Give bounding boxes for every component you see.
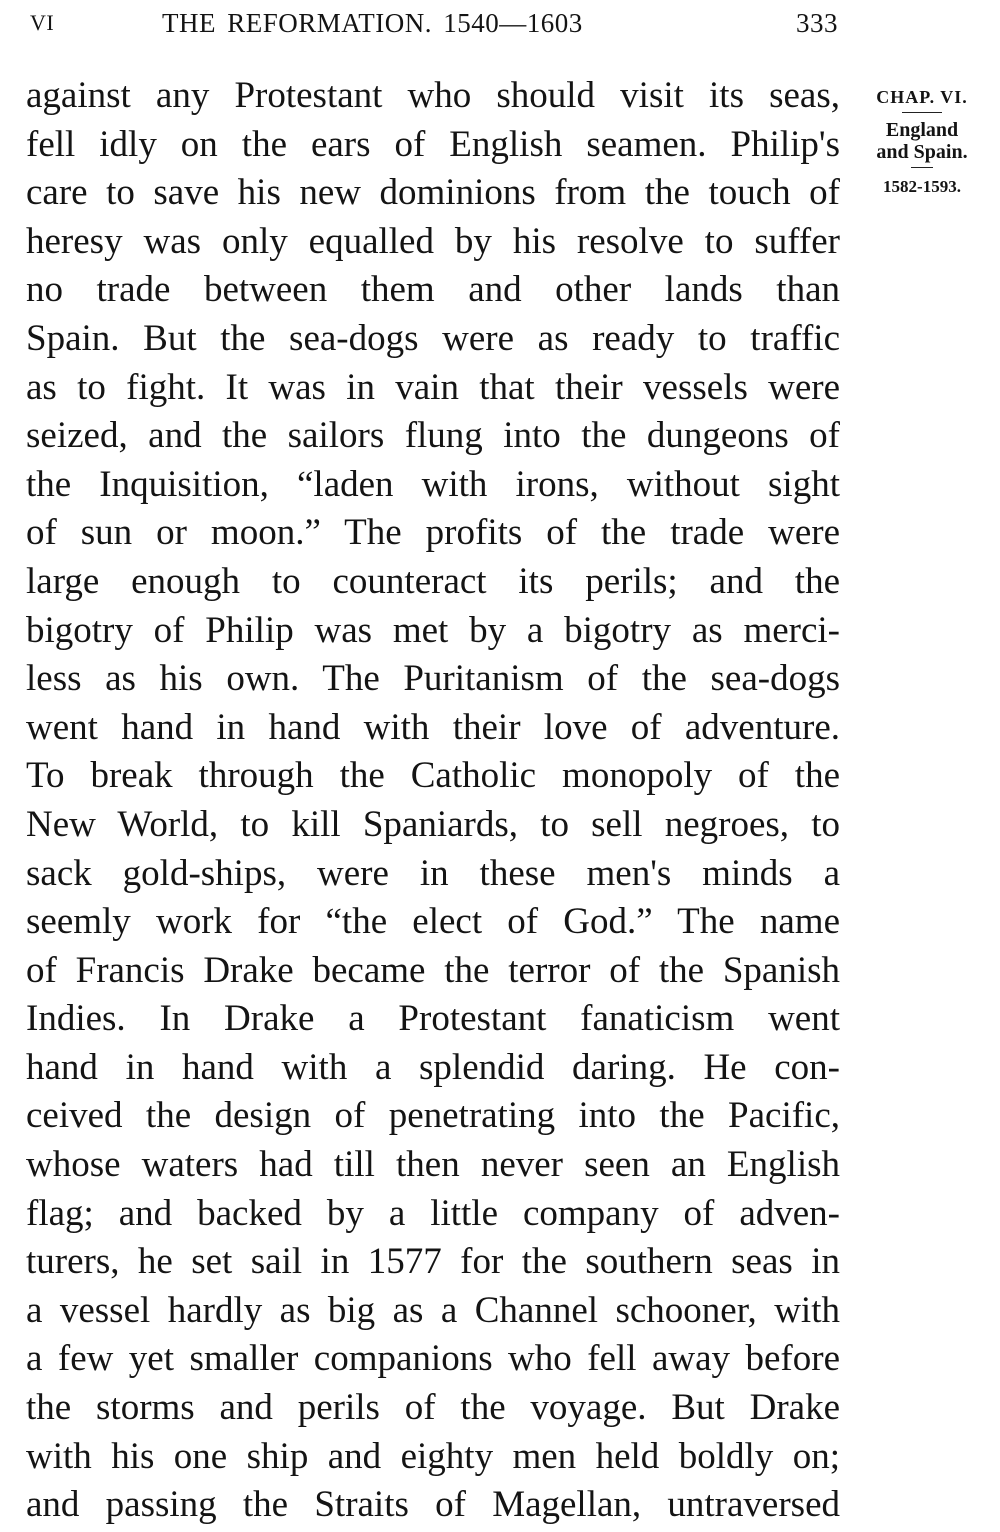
text-line: as to fight. It was in vain that their vessels were [26, 366, 840, 408]
text-line: sack gold-ships, were in these men's minds a [26, 852, 840, 894]
text-line: less as his own. The Puritanism of the sea-dogs [26, 658, 840, 700]
body-text [26, 72, 840, 1530]
running-head-section: VI [30, 10, 55, 35]
text-line: bigotry of Philip was met by a bigotry as merci- [26, 609, 840, 651]
running-head-title: THE REFORMATION. 1540—1603 [162, 8, 583, 38]
text-line: no trade between them and other lands than [26, 269, 840, 311]
text-line: ceived the design of penetrating into the Pacific, [26, 1095, 840, 1137]
text-line: large enough to counteract its perils; and the [26, 560, 840, 602]
text-line: flag; and backed by a little company of adven- [26, 1192, 840, 1234]
margin-note-chapter: CHAP. VI. [876, 87, 968, 107]
text-line: fell idly on the ears of English seamen. Philip's [26, 123, 840, 165]
text-line: of Francis Drake became the terror of the Spanish [26, 949, 840, 991]
text-line: against any Protestant who should visit its seas, [26, 75, 840, 116]
margin-note [856, 84, 988, 198]
text-line: heresy was only equalled by his resolve to suffer [26, 220, 840, 262]
text-line: care to save his new dominions from the touch of [26, 172, 840, 214]
page-number: 333 [796, 8, 838, 38]
margin-note-topic-line1: England [885, 119, 959, 141]
text-line: the Inquisition, “laden with irons, without sight [26, 463, 840, 505]
text-line: the storms and perils of the voyage. But Drake [26, 1387, 840, 1429]
text-line: hand in hand with a splendid daring. He con- [26, 1046, 840, 1088]
text-line: with his one ship and eighty men held boldly on; [26, 1435, 840, 1477]
text-line: and passing the Straits of Magellan, untraversed [26, 1484, 840, 1526]
running-head [30, 6, 842, 40]
text-line: To break through the Catholic monopoly of the [26, 755, 840, 797]
margin-note-divider [902, 112, 942, 113]
text-line: seemly work for “the elect of God.” The name [26, 901, 840, 943]
text-line: Spain. But the sea-dogs were as ready to traffic [26, 317, 840, 359]
text-line: whose waters had till then never seen an English [26, 1144, 840, 1186]
text-line: turers, he set sail in 1577 for the southern seas in [26, 1241, 840, 1283]
margin-note-divider [911, 167, 933, 168]
margin-note-topic-line2: and Spain. [876, 141, 968, 163]
text-line: of sun or moon.” The profits of the trade were [26, 512, 840, 554]
text-line: New World, to kill Spaniards, to sell negroes, to [26, 803, 840, 845]
text-line: a vessel hardly as big as a Channel schooner, with [26, 1289, 840, 1331]
text-line: seized, and the sailors flung into the dungeons of [26, 415, 840, 457]
margin-note-dates: 1582-1593. [883, 177, 961, 196]
text-line: a few yet smaller companions who fell away before [26, 1338, 840, 1380]
text-line: Indies. In Drake a Protestant fanaticism went [26, 998, 840, 1040]
text-line: went hand in hand with their love of adventure. [26, 706, 840, 748]
